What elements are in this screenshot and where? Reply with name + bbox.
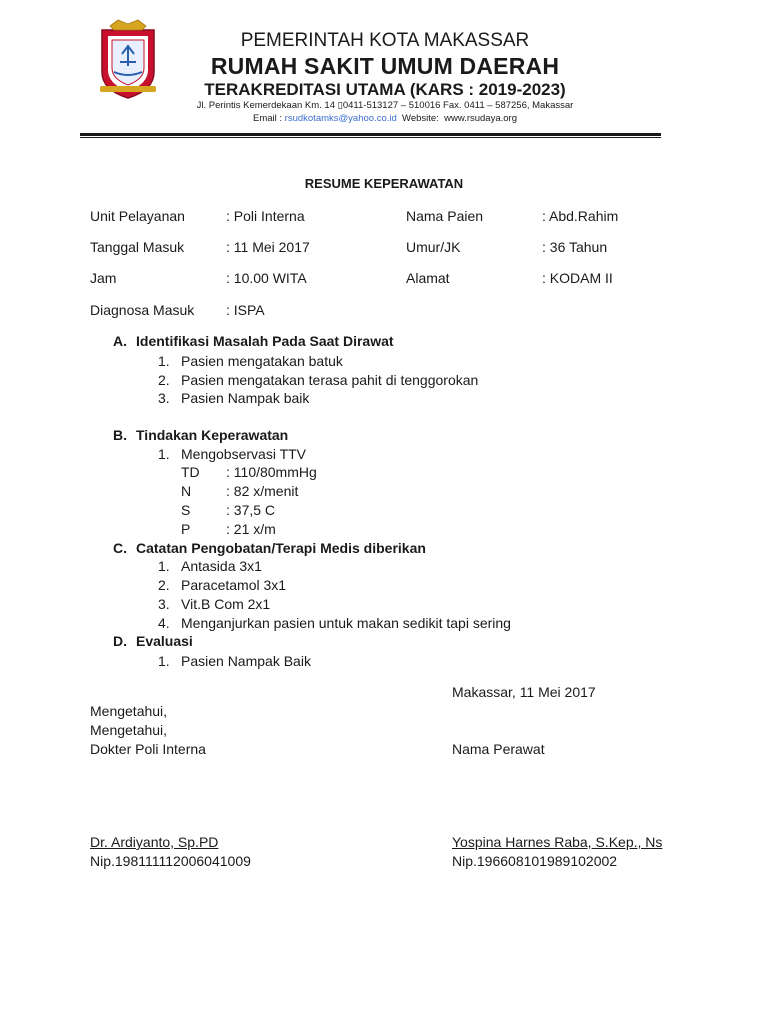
list-number: 2. xyxy=(158,577,170,593)
vital-label: S xyxy=(181,502,191,518)
age-value: : 36 Tahun xyxy=(542,239,608,255)
address-label: Alamat xyxy=(406,270,450,286)
section-a-letter: A. xyxy=(113,333,127,349)
section-c-title: Catatan Pengobatan/Terapi Medis diberikan xyxy=(136,540,426,556)
doctor-nip: Nip.198111112006041009 xyxy=(90,853,251,869)
nurse-name: Yospina Harnes Raba, S.Kep., Ns xyxy=(452,834,663,850)
list-item: Menganjurkan pasien untuk makan sedikit tapi sering xyxy=(181,615,511,631)
email-label: Email : xyxy=(252,113,285,124)
address-value: : KODAM II xyxy=(542,270,613,286)
vital-value: : 21 x/m xyxy=(226,521,276,537)
list-number: 3. xyxy=(158,390,170,406)
diagnosis-value: : ISPA xyxy=(226,302,265,318)
time-value: : 10.00 WITA xyxy=(226,270,307,286)
diagnosis-label: Diagnosa Masuk xyxy=(90,302,195,318)
list-item: Mengobservasi TTV xyxy=(181,446,307,462)
vital-label: P xyxy=(181,521,191,537)
list-number: 1. xyxy=(158,446,170,462)
list-number: 1. xyxy=(158,353,170,369)
signature-place-date: Makassar, 11 Mei 2017 xyxy=(452,684,596,700)
document-title: RESUME KEPERAWATAN xyxy=(304,176,464,191)
list-item: Paracetamol 3x1 xyxy=(181,577,287,593)
header-hospital-name: RUMAH SAKIT UMUM DAERAH xyxy=(210,53,560,79)
age-label: Umur/JK xyxy=(406,239,461,255)
acknowledged-label: Mengetahui, xyxy=(90,722,168,738)
time-label: Jam xyxy=(90,270,117,286)
list-item: Antasida 3x1 xyxy=(181,558,262,574)
admission-date-label: Tanggal Masuk xyxy=(90,239,185,255)
nurse-nip: Nip.196608101989102002 xyxy=(452,853,618,869)
list-item: Pasien Nampak baik xyxy=(181,390,310,406)
list-number: 4. xyxy=(158,615,170,631)
list-number: 1. xyxy=(158,558,170,574)
list-number: 2. xyxy=(158,372,170,388)
section-b-title: Tindakan Keperawatan xyxy=(136,427,289,443)
header-accreditation: TERAKREDITASI UTAMA (KARS : 2019-2023) xyxy=(204,80,566,99)
list-item: Pasien mengatakan batuk xyxy=(181,353,343,369)
section-b-letter: B. xyxy=(113,427,127,443)
vital-label: TD xyxy=(181,464,200,480)
doctor-role: Dokter Poli Interna xyxy=(90,741,206,757)
header-government: PEMERINTAH KOTA MAKASSAR xyxy=(240,30,530,51)
patient-name-label: Nama Paien xyxy=(406,208,484,224)
header-divider-thin xyxy=(80,137,661,138)
vital-label: N xyxy=(181,483,192,499)
vital-value: : 82 x/menit xyxy=(226,483,299,499)
vital-value: : 110/80mmHg xyxy=(226,464,317,480)
header-address: Jl. Perintis Kemerdekaan Km. 14 ▯0411-513127 – 510016 Fax. 0411 – 587256, Makassar xyxy=(196,100,574,111)
unit-value: : Poli Interna xyxy=(226,208,305,224)
list-item: Pasien Nampak Baik xyxy=(181,653,311,669)
website-label: Website: xyxy=(402,113,439,124)
email-link[interactable]: rsudkotamks@yahoo.co.id xyxy=(284,113,397,124)
section-c-letter: C. xyxy=(113,540,127,556)
list-number: 3. xyxy=(158,596,170,612)
section-d-letter: D. xyxy=(113,633,127,649)
website-link[interactable]: www.rsudaya.org xyxy=(444,113,517,124)
doctor-name: Dr. Ardiyanto, Sp.PD xyxy=(90,834,219,850)
unit-label: Unit Pelayanan xyxy=(90,208,185,224)
vital-value: : 37,5 C xyxy=(226,502,276,518)
nurse-role: Nama Perawat xyxy=(452,741,545,757)
header-divider-thick xyxy=(80,133,661,136)
patient-name-value: : Abd.Rahim xyxy=(542,208,619,224)
acknowledged-label: Mengetahui, xyxy=(90,703,168,719)
list-item: Vit.B Com 2x1 xyxy=(181,596,271,612)
section-a-title: Identifikasi Masalah Pada Saat Dirawat xyxy=(136,333,394,349)
list-item: Pasien mengatakan terasa pahit di tenggorokan xyxy=(181,372,479,388)
section-d-title: Evaluasi xyxy=(136,633,193,649)
admission-date-value: : 11 Mei 2017 xyxy=(226,239,310,255)
header-contact xyxy=(150,113,620,124)
list-number: 1. xyxy=(158,653,170,669)
